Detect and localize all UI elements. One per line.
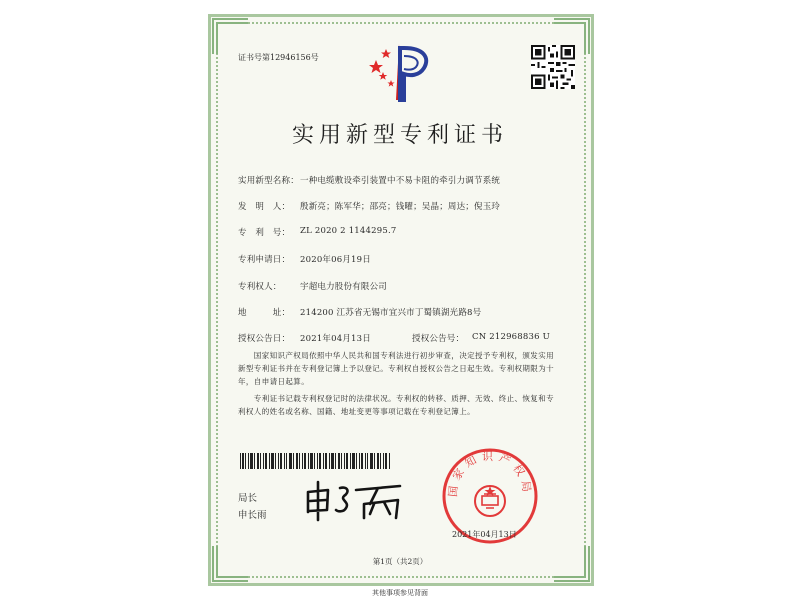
handwritten-signature-icon [300,478,410,523]
footnote: 其他事项参见背面 [372,589,428,597]
grant-number-value: CN 212968836 U [472,332,550,342]
filing-date-value: 2020年06月19日 [300,255,371,265]
grant-date-label: 授权公告日： [238,334,291,344]
filing-date-label: 专利申请日： [238,255,291,265]
name-label: 实用新型名称： [238,176,299,186]
inventor-value: 殷新亮；陈军华；邵亮；钱曜；吴晶；周达；倪玉玲 [300,202,501,212]
paragraph-line: 国家知识产权局依照中华人民共和国专利法进行初步审查，决定授予专利权，颁发实用 [238,351,554,360]
cnipa-logo-icon [364,40,434,102]
paragraph-line: 利权人的姓名或名称、国籍、地址变更等事项记载在专利登记簿上。 [238,407,475,416]
qr-code-icon [531,45,575,89]
patentee-label: 专利权人： [238,282,282,292]
paragraph-line: 新型专利证书并在专利登记簿上予以登记。专利权自授权公告之日起生效。专利权期限为十 [238,364,554,373]
inventor-label: 发 明 人： [238,202,291,212]
seal-text: 国家知识产权局 [446,449,534,498]
grant-number-label: 授权公告号： [412,334,465,344]
director-title: 局长 [238,493,258,504]
certificate-number: 证书号第12946156号 [238,53,319,62]
page-indicator: 第1页（共2页） [372,557,428,566]
patentee-value: 宇超电力股份有限公司 [300,282,388,292]
patent-number-label: 专 利 号： [238,228,291,238]
paragraph-line: 专利证书记载专利权登记时的法律状况。专利权的转移、质押、无效、终止、恢复和专 [238,394,554,403]
grant-date-value: 2021年04月13日 [300,334,371,344]
barcode-icon [240,453,390,469]
paragraph-line: 年，自申请日起算。 [238,377,310,386]
patent-number-value: ZL 2020 2 1144295.7 [300,226,397,236]
certificate-title: 实用新型专利证书 [291,123,508,148]
corner-ornament [212,18,248,54]
seal-date: 2021年04月13日 [452,530,517,539]
name-value: 一种电缆敷设牵引装置中不易卡阻的牵引力调节系统 [300,176,501,186]
address-label: 地 址： [238,308,291,318]
director-name: 申长雨 [238,510,267,521]
address-value: 214200 江苏省无锡市宜兴市丁蜀镇湖光路8号 [300,308,482,318]
